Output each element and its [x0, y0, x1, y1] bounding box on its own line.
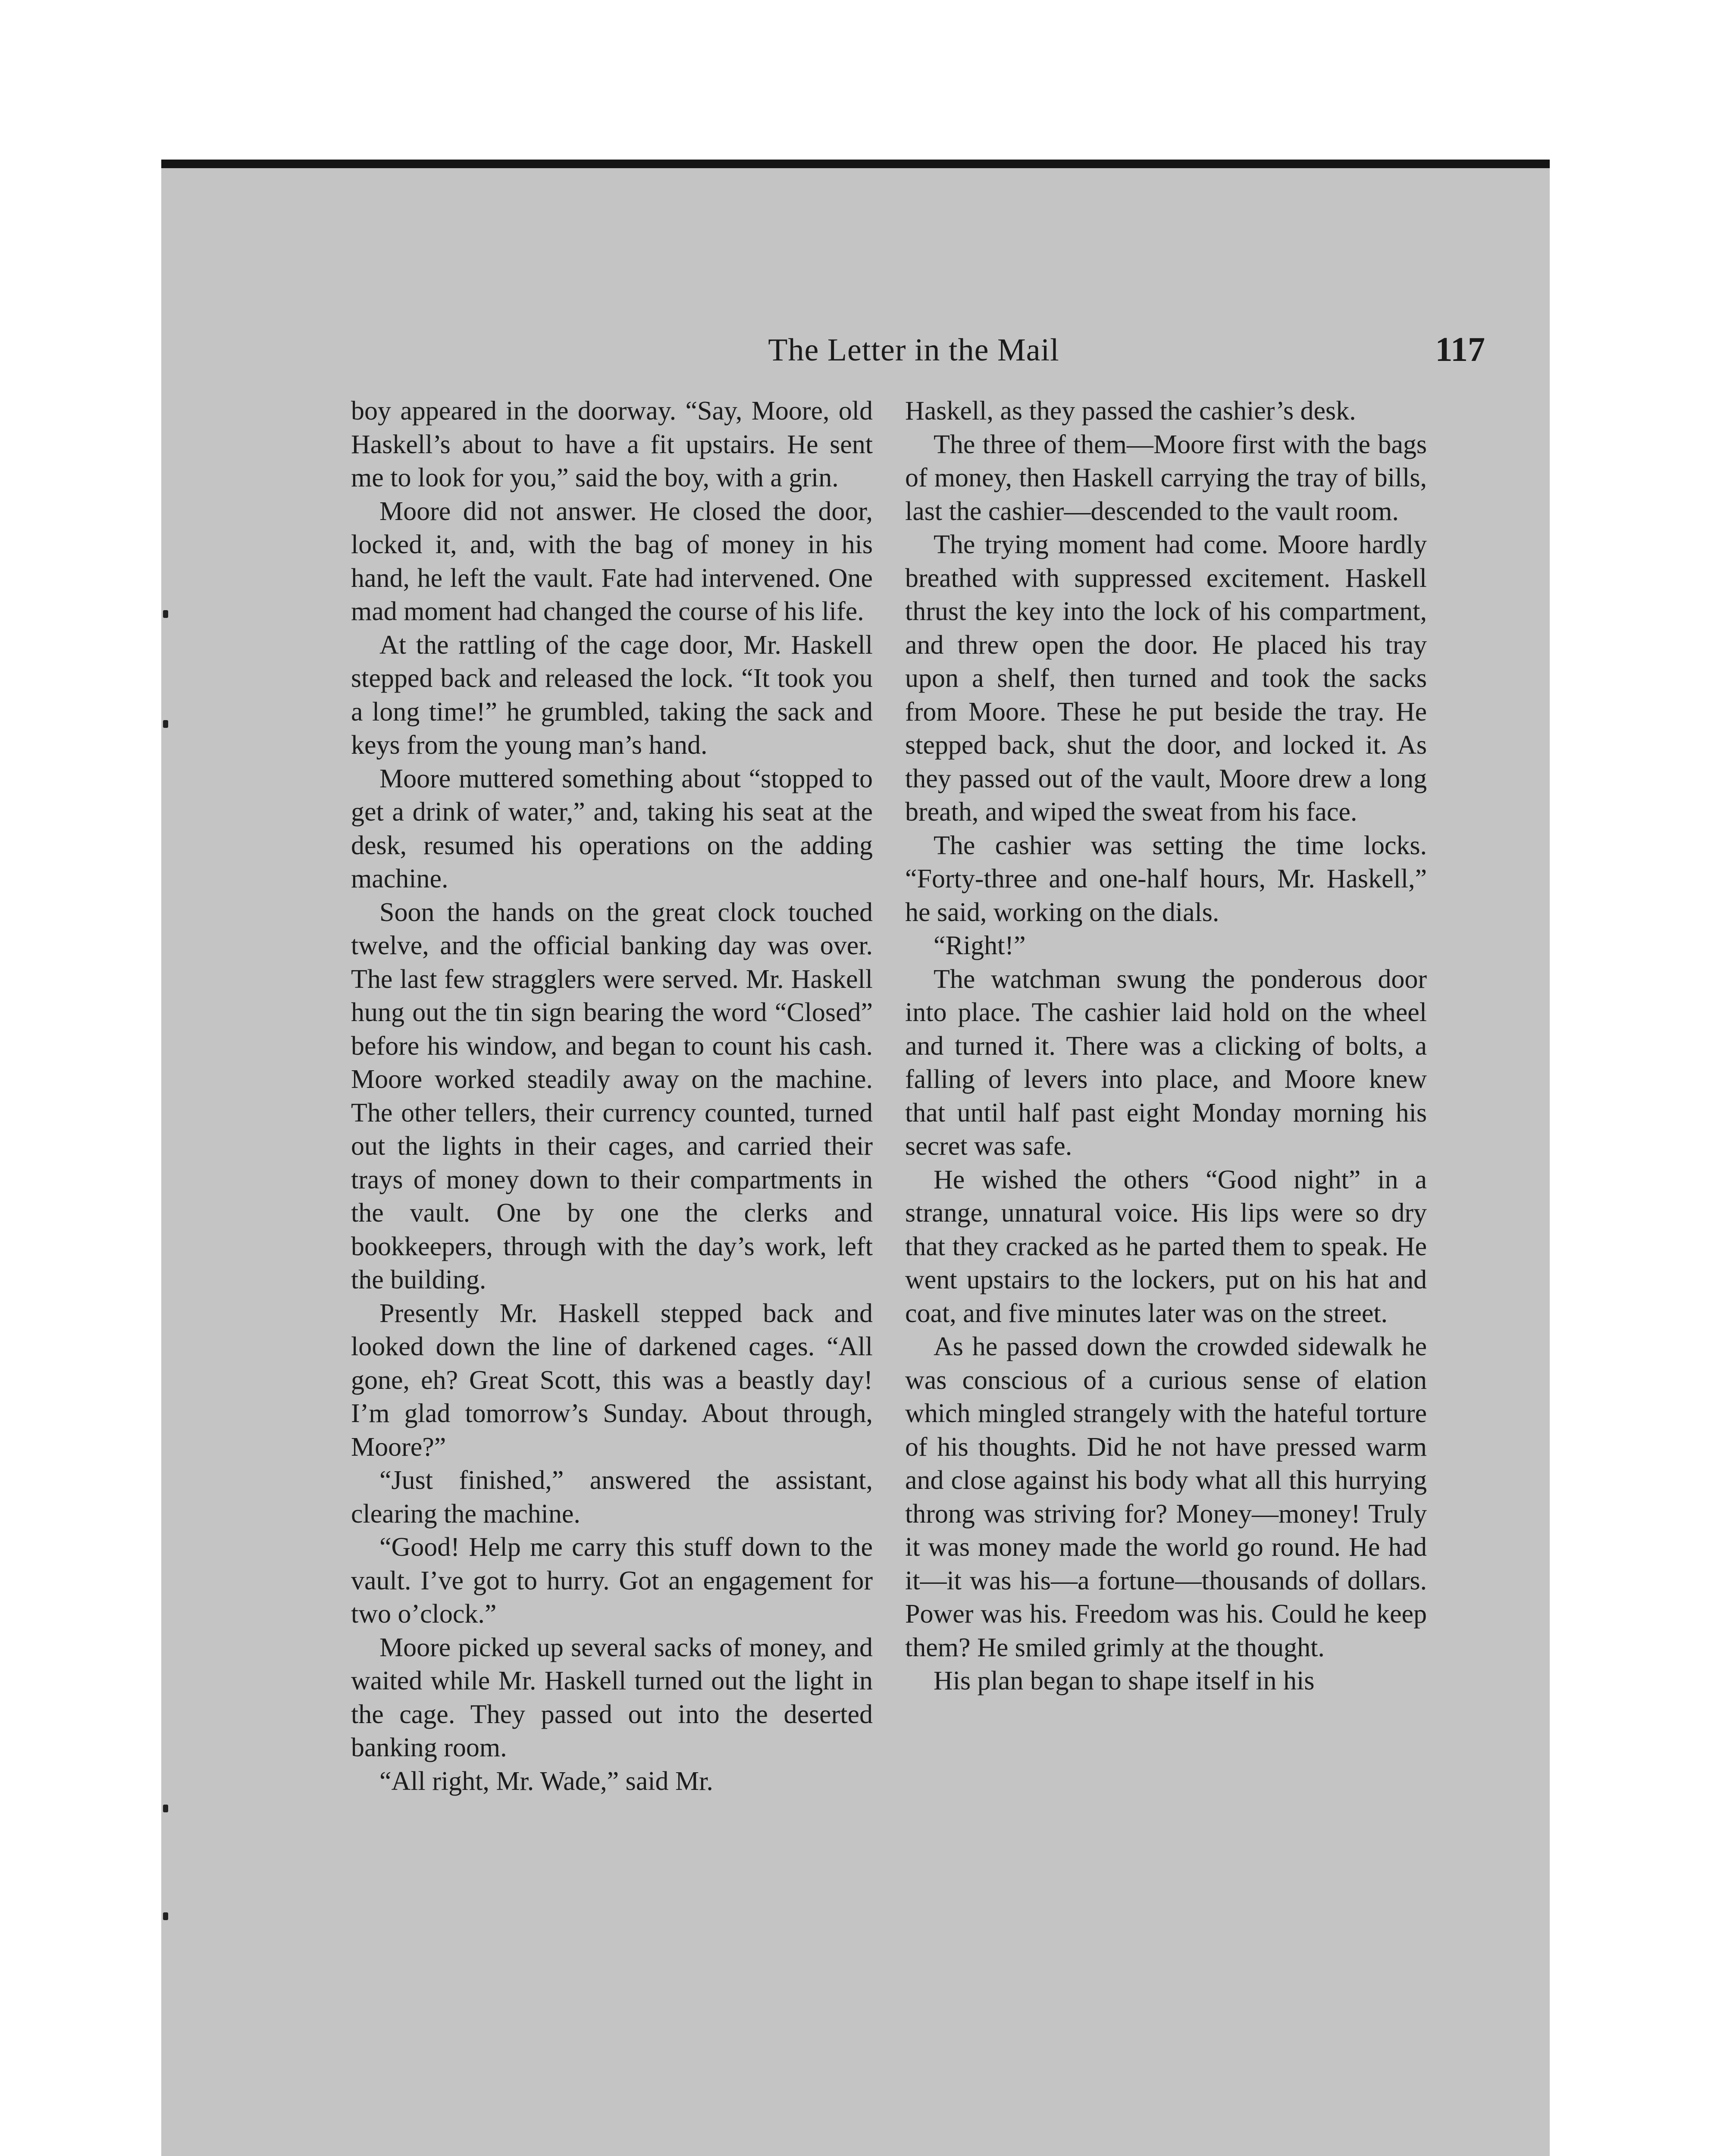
paragraph: Soon the hands on the great clock touched twelve, and the official banking day was over. The last few stragglers were served. Mr. Haskell hung out the tin sign bearing the word “Closed” before his window, and began to count his cash. Moore worked steadily away on the machine. The other tellers, their currency counted, turned out the lights in their cages, and carried their trays of money down to their compartments in the vault. One by one the clerks and bookkeepers, through with the day’s work, left the building.: [351, 897, 873, 1294]
paragraph: Moore picked up several sacks of money, and waited while Mr. Haskell turned out the light in the cage. They passed out into the deserted banking room.: [351, 1633, 873, 1762]
paragraph: “Just finished,” answered the assistant, clearing the machine.: [351, 1466, 873, 1529]
paragraph: boy appeared in the doorway. “Say, Moore, old Haskell’s about to have a fit upstairs. He sent me to look for you,” said the boy, with a grin.: [351, 396, 873, 492]
margin-mark: [163, 1912, 168, 1920]
paragraph: The trying moment had come. Moore hardly breathed with suppressed excitement. Haskell thrust the key into the lock of his compartment, and threw open the door. He placed his tray upon a shelf, then turned and took the sacks from Moore. These he put beside the tray. He stepped back, shut the door, and locked it. As they passed out of the vault, Moore drew a long breath, and wiped the sweat from his face.: [905, 530, 1427, 827]
running-head: [342, 332, 1485, 379]
running-title: The Letter in the Mail: [768, 332, 1059, 368]
left-text-column: [351, 395, 873, 1798]
paragraph: His plan began to shape itself in his: [934, 1666, 1315, 1695]
paragraph: The watchman swung the ponderous door into place. The cashier laid hold on the wheel and turned it. There was a clicking of bolts, a falling of levers into place, and Moore knew that until half past eight Monday morning his secret was safe.: [905, 964, 1427, 1161]
paragraph: The three of them—Moore first with the bags of money, then Haskell carrying the tray of bills, last the cashier—descended to the vault room.: [905, 429, 1427, 526]
paragraph: “All right, Mr. Wade,” said Mr.: [379, 1766, 713, 1796]
margin-mark: [163, 1805, 168, 1812]
paragraph: He wished the others “Good night” in a strange, unnatural voice. His lips were so dry that they cracked as he parted them to speak. He went upstairs to the lockers, put on his hat and coat, and five minutes later was on the street.: [905, 1165, 1427, 1328]
paragraph: The cashier was setting the time locks. “Forty-three and one-half hours, Mr. Haskell,” he said, working on the dials.: [905, 830, 1427, 927]
margin-mark: [163, 610, 168, 618]
margin-mark: [163, 720, 168, 728]
paragraph: Moore did not answer. He closed the door, locked it, and, with the bag of money in his hand, he left the vault. Fate had intervened. One mad moment had changed the course of his life.: [351, 496, 873, 626]
paragraph: Haskell, as they passed the cashier’s desk.: [905, 396, 1356, 426]
right-text-column: [905, 395, 1427, 1698]
page-number: 117: [1435, 331, 1485, 369]
scanned-page: [161, 160, 1550, 2156]
paragraph: As he passed down the crowded sidewalk he was conscious of a curious sense of elation which mingled strangely with the hateful torture of his thoughts. Did he not have pressed warm and close against his body what all this hurrying throng was striving for? Money—money! Truly it was money made the world go round. He had it—it was his—a fortune—thousands of dollars. Power was his. Freedom was his. Could he keep them? He smiled grimly at the thought.: [905, 1332, 1427, 1662]
paragraph: Moore muttered something about “stopped to get a drink of water,” and, taking his seat at the desk, resumed his operations on the adding machine.: [351, 764, 873, 893]
paragraph: “Right!”: [934, 931, 1026, 960]
paragraph: At the rattling of the cage door, Mr. Haskell stepped back and released the lock. “It took you a long time!” he grumbled, taking the sack and keys from the young man’s hand.: [351, 630, 873, 760]
paragraph: “Good! Help me carry this stuff down to the vault. I’ve got to hurry. Got an engagement for two o’clock.”: [351, 1532, 873, 1629]
paragraph: Presently Mr. Haskell stepped back and looked down the line of darkened cages. “All gone, eh? Great Scott, this was a beastly day! I’m glad tomorrow’s Sunday. About through, Moore?”: [351, 1298, 873, 1462]
